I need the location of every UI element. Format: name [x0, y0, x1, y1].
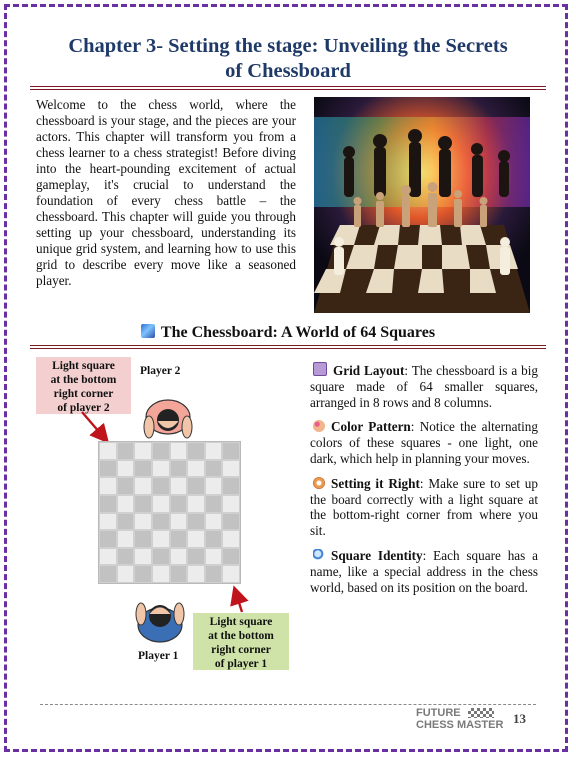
board-square: [117, 477, 135, 495]
board-square: [134, 530, 152, 548]
board-square: [170, 548, 188, 566]
board-square: [152, 477, 170, 495]
board-square: [187, 442, 205, 460]
bullet-text: : Each square has a name, like a special address in the chess world, based on its position on the board.: [310, 547, 538, 595]
board-square: [134, 460, 152, 478]
board-square: [99, 530, 117, 548]
board-square: [170, 530, 188, 548]
callout-top-line: at the bottom: [50, 374, 117, 386]
bullet-text: : Notice the alternating colors of these squares - one light, one dark, which help in planning your moves.: [310, 419, 538, 466]
board-square: [152, 565, 170, 583]
bullet-title: Setting it Right: [331, 475, 420, 491]
board-square: [187, 565, 205, 583]
title-rule-top: [30, 86, 546, 87]
callout-player1-corner: [193, 613, 289, 670]
board-square: [170, 565, 188, 583]
bullet-grid-layout: [310, 362, 538, 410]
board-square: [187, 495, 205, 513]
player-1-label: Player 1: [138, 650, 179, 662]
board-square: [99, 548, 117, 566]
globe-icon: [141, 324, 155, 338]
section-heading-text: The Chessboard: A World of 64 Squares: [160, 324, 436, 341]
board-square: [117, 442, 135, 460]
chess-stage-illustration: [314, 97, 530, 313]
board-square: [117, 530, 135, 548]
board-square: [99, 460, 117, 478]
board-square: [134, 513, 152, 531]
board-square: [99, 495, 117, 513]
board-square: [117, 548, 135, 566]
board-square: [117, 513, 135, 531]
board-orientation-diagram: [30, 350, 300, 680]
player-2-figure: [144, 400, 192, 438]
board-square: [152, 530, 170, 548]
board-square: [205, 548, 223, 566]
board-square: [222, 565, 240, 583]
bullet-text: : Make sure to set up the board correctly with a light square at the bottom-right corner from where you sit.: [310, 475, 538, 539]
board-square: [205, 565, 223, 583]
callout-top-line: right corner: [53, 388, 114, 400]
checkered-flag-icon: [468, 708, 494, 718]
board-square: [117, 565, 135, 583]
bullet-title: Color Pattern: [331, 419, 411, 435]
bullet-setting-it-right: [310, 476, 538, 539]
callout-bottom-line: right corner: [211, 644, 271, 656]
arrow-to-player1-corner: [235, 590, 242, 612]
board-square: [152, 513, 170, 531]
section-rule-2: [30, 348, 546, 349]
board-square: [205, 513, 223, 531]
page-number: 13: [513, 711, 526, 726]
bullet-title: Grid Layout: [333, 363, 405, 378]
board-square: [187, 548, 205, 566]
board-square: [170, 460, 188, 478]
board-square: [187, 477, 205, 495]
board-square: [152, 460, 170, 478]
board-square: [187, 513, 205, 531]
chapter-title-line2: of Chessboard: [225, 60, 351, 82]
bullet-title: Square Identity: [331, 547, 423, 563]
board-square: [134, 565, 152, 583]
board-square: [222, 442, 240, 460]
chessboard-grid: [98, 441, 241, 584]
board-square: [117, 460, 135, 478]
title-rule-bottom: [30, 89, 546, 90]
board-square: [152, 495, 170, 513]
footer-rule: [40, 704, 536, 705]
callout-bottom-line: of player 1: [214, 658, 268, 670]
chess-stage-image: [314, 97, 530, 313]
callout-bottom-line: Light square: [209, 616, 273, 628]
board-square: [205, 477, 223, 495]
board-square: [205, 442, 223, 460]
logo-line1: FUTURE: [416, 707, 461, 719]
arrow-to-player2-corner: [82, 412, 106, 440]
board-square: [187, 530, 205, 548]
board-square: [170, 513, 188, 531]
bullet-text: : The chessboard is a big square made of 64 smaller squares, arranged in 8 rows and 8 columns.: [310, 363, 538, 410]
logo-line2: CHESS MASTER: [416, 719, 504, 731]
board-square: [99, 442, 117, 460]
section-heading: [20, 323, 556, 343]
bullet-square-identity: [310, 548, 538, 595]
board-square: [205, 495, 223, 513]
board-square: [187, 460, 205, 478]
board-square: [222, 460, 240, 478]
board-square: [222, 477, 240, 495]
board-square: [222, 513, 240, 531]
callout-top-line: of player 2: [57, 402, 110, 414]
chapter-title: [20, 34, 556, 84]
palette-icon: [313, 420, 325, 432]
key-points-list: [310, 362, 538, 604]
board-square: [134, 495, 152, 513]
board-square: [222, 548, 240, 566]
board-square: [99, 477, 117, 495]
board-square: [170, 477, 188, 495]
board-square: [205, 460, 223, 478]
board-square: [99, 513, 117, 531]
player-1-figure: [136, 603, 184, 642]
player-2-label: Player 2: [140, 365, 181, 377]
board-square: [222, 530, 240, 548]
board-square: [152, 548, 170, 566]
board-square: [170, 442, 188, 460]
compass-icon: [313, 477, 325, 489]
chapter-title-line1: Chapter 3- Setting the stage: Unveiling the Secrets: [68, 35, 508, 57]
board-square: [134, 442, 152, 460]
bullet-color-pattern: [310, 419, 538, 466]
callout-bottom-line: at the bottom: [208, 630, 274, 642]
board-square: [152, 442, 170, 460]
board-square: [134, 477, 152, 495]
board-square: [205, 530, 223, 548]
magnifier-icon: [313, 549, 325, 561]
square-icon: [313, 362, 327, 376]
intro-paragraph: Welcome to the chess world, where the chessboard is your stage, and the pieces are your actors. This chapter will transform you from a chess learner to a chess strategist! Before diving into the heart-pounding excitement of actual gameplay, it's crucial to understand the foundation of every chess battle – the chessboard. This chapter will guide you through setting up your chessboard, understanding its unique grid system, and learning how to use this grid to describe every move like a seasoned player.: [36, 97, 296, 288]
callout-top-line: Light square: [52, 360, 115, 372]
board-square: [99, 565, 117, 583]
section-rule-1: [30, 345, 546, 346]
board-square: [222, 495, 240, 513]
board-square: [134, 548, 152, 566]
board-square: [117, 495, 135, 513]
board-square: [170, 495, 188, 513]
